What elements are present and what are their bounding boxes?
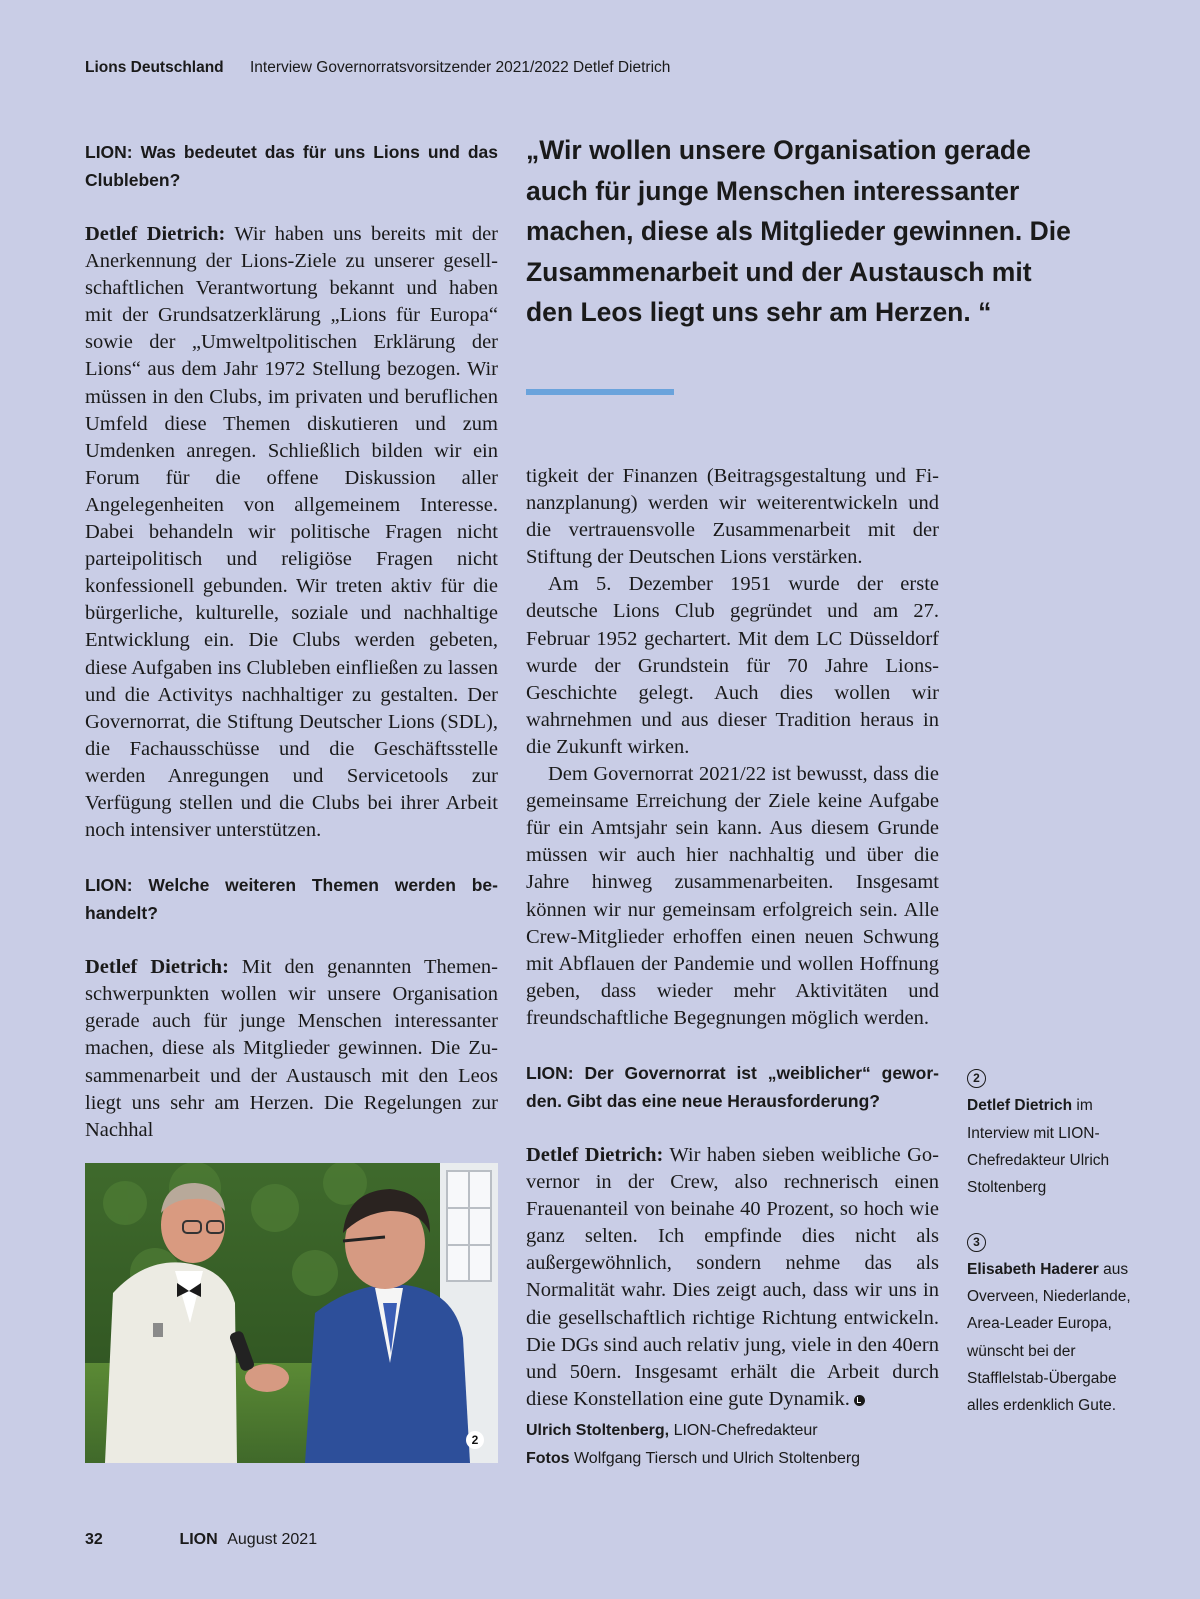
caption-2 <box>967 1065 1137 1201</box>
pull-quote: „Wir wollen unsere Organisation gerade auch für junge Menschen interessanter machen, diese als Mitglieder gewinnen. Die Zusammenarbeit und der Austausch mit den Leos liegt uns sehr am Herzen. “ <box>526 135 1071 327</box>
caption-number-badge: 2 <box>967 1069 986 1088</box>
pull-quote-rule <box>526 389 674 395</box>
captions <box>967 1065 1137 1420</box>
answer-3-text: Wir haben sieben weibliche Governor in der Crew, also rechnerisch einen Frauenanteil von beinahe 40 Prozent, so hoch wie ganz selten. Ich empfinde dies nicht als außergewöhnlich, sondern nehme das als Normalität wahr. Dies zeigt auch, dass wir uns in die gesellschaftlich richtige Richtung entwickeln. Die DGs sind auch relativ jung, viele in den 40ern und 50ern. Insgesamt erhält die Arbeit durch diese Konstellation eine gute Dynamik. <box>526 1143 939 1410</box>
author-credit <box>526 1417 946 1445</box>
photo-credit <box>526 1445 946 1473</box>
paragraph-2: Am 5. Dezember 1951 wurde der erste deutsche Lions Club gegründet und am 27. Februar 1952 gechartert. Mit dem LC Düsseldorf wurde der Grundstein für 70 Jahre Lions-Geschichte gelegt. Auch dies wollen wir wahrnehmen und aus dieser Tradition heraus in die Zukunft wirken. <box>526 573 939 758</box>
interview-photo <box>85 1163 498 1463</box>
caption-name: Elisabeth Haderer <box>967 1260 1099 1278</box>
issue-date: August 2021 <box>227 1531 318 1548</box>
photo-number-badge: 2 <box>466 1431 484 1449</box>
answer-3-speaker: Detlef Dietrich: <box>526 1143 664 1166</box>
answer-2-speaker: Detlef Dietrich: <box>85 956 229 979</box>
left-column <box>85 138 498 1144</box>
interview-photo-illustration <box>85 1163 498 1463</box>
answer-3 <box>526 1142 939 1413</box>
magazine-name: LION <box>179 1531 218 1548</box>
end-of-article-icon <box>854 1395 865 1406</box>
article-title: Interview Governorratsvorsitzender 2021/2022 Detlef Dietrich <box>249 59 671 76</box>
page-number: 32 <box>85 1531 103 1548</box>
answer-2 <box>85 954 498 1144</box>
question-2: LION: Welche weiteren Themen werden behandelt? <box>85 875 498 924</box>
answer-1 <box>85 221 498 844</box>
paragraph-1: tigkeit der Finanzen (Beitragsgestaltung und Finanzplanung) werden wir weiterentwickeln und die vertrauensvolle Zusammenarbeit mit der Stiftung der Deutschen Lions verstärken. <box>526 465 939 569</box>
caption-name: Detlef Dietrich <box>967 1097 1073 1115</box>
continued-text <box>526 463 939 1032</box>
answer-1-text: Wir haben uns bereits mit der Anerkennung der Lions-Ziele zu unserer gesellschaftlichen Verantwortung bekannt und haben mit der Grundsatzerklärung „Lions für Europa“ sowie der „Umweltpolitischen Erklärung der Lions“ aus dem Jahr 1972 Stellung bezogen. Wir müssen in den Clubs, im privaten und beruflichen Umfeld diese Themen diskutieren und zum Umdenken anregen. Schließlich bilden wir ein Forum für die offene Diskussion aller Angelegenheiten von allgemeinem Interesse. Dabei behandeln wir politische Fragen nicht parteipolitisch und religiöse Fragen nicht konfessionell gebunden. Wir treten aktiv für die bürgerliche, kulturelle, soziale und nachhaltige Entwicklung ein. Die Clubs werden gebeten, diese Aufgaben ins Clubleben einfließen zu lassen und die Activitys nachhaltiger zu gestalten. Der Governorrat, die Stiftung Deutscher Lions (SDL), die Fachausschüsse und die Geschäftsstelle werden Anregungen und Servicetools zur Verfügung stellen und die Clubs bei ihrer Arbeit noch intensiver unterstützen. <box>85 223 498 842</box>
author-role: LION-Chefredakteur <box>669 1422 818 1439</box>
question-1: LION: Was bedeutet das für uns Lions und das Clubleben? <box>85 142 498 190</box>
question-3: LION: Der Governorrat ist „weiblicher“ geworden. Gibt das eine neue Herausforderung? <box>526 1062 939 1111</box>
answer-1-speaker: Detlef Dietrich: <box>85 223 226 245</box>
author-name: Ulrich Stoltenberg, <box>526 1422 670 1439</box>
caption-text: aus Overveen, Niederlande, Area-Leader Europa, wünscht bei der Stafflelstab-Übergabe alles erdenklich Gute. <box>967 1260 1131 1415</box>
middle-column <box>526 463 939 1413</box>
paragraph-3: Dem Governorrat 2021/22 ist bewusst, dass die gemeinsame Erreichung der Ziele keine Aufgabe für ein Amtsjahr sein kann. Aus diesem Grunde müssen wir auch hier nachhaltig und über die Jahre hinweg zusammenarbeiten. Insgesamt können wir nur gemeinsam erfolgreich sein. Alle Crew-Mitglieder erhoffen einen neuen Schwung mit Abflauen der Pandemie und wollen Hoffnung geben, dass wieder mehr Aktivitäten und freundschaftliche Begegnungen möglich werden. <box>526 763 939 1029</box>
running-header <box>85 58 670 78</box>
section-label: Lions Deutschland <box>85 59 224 76</box>
credits <box>526 1417 946 1473</box>
caption-number-badge: 3 <box>967 1233 986 1252</box>
caption-text: im Interview mit LION-Chefredakteur Ulrich Stoltenberg <box>967 1097 1110 1197</box>
photos-label: Fotos <box>526 1450 570 1467</box>
photos-by: Wolfgang Tiersch und Ulrich Stoltenberg <box>569 1450 861 1467</box>
caption-3 <box>967 1228 1137 1419</box>
answer-2-text: Mit den genannten Themenschwerpunkten wollen wir unsere Organisation gerade auch für junge Menschen interessanter machen, diese als Mitglieder gewinnen. Die Zusammenarbeit und der Austausch mit den Leos liegt uns sehr am Herzen. Die Regelungen zur Nachhal <box>85 956 498 1141</box>
page-footer <box>85 1530 317 1550</box>
